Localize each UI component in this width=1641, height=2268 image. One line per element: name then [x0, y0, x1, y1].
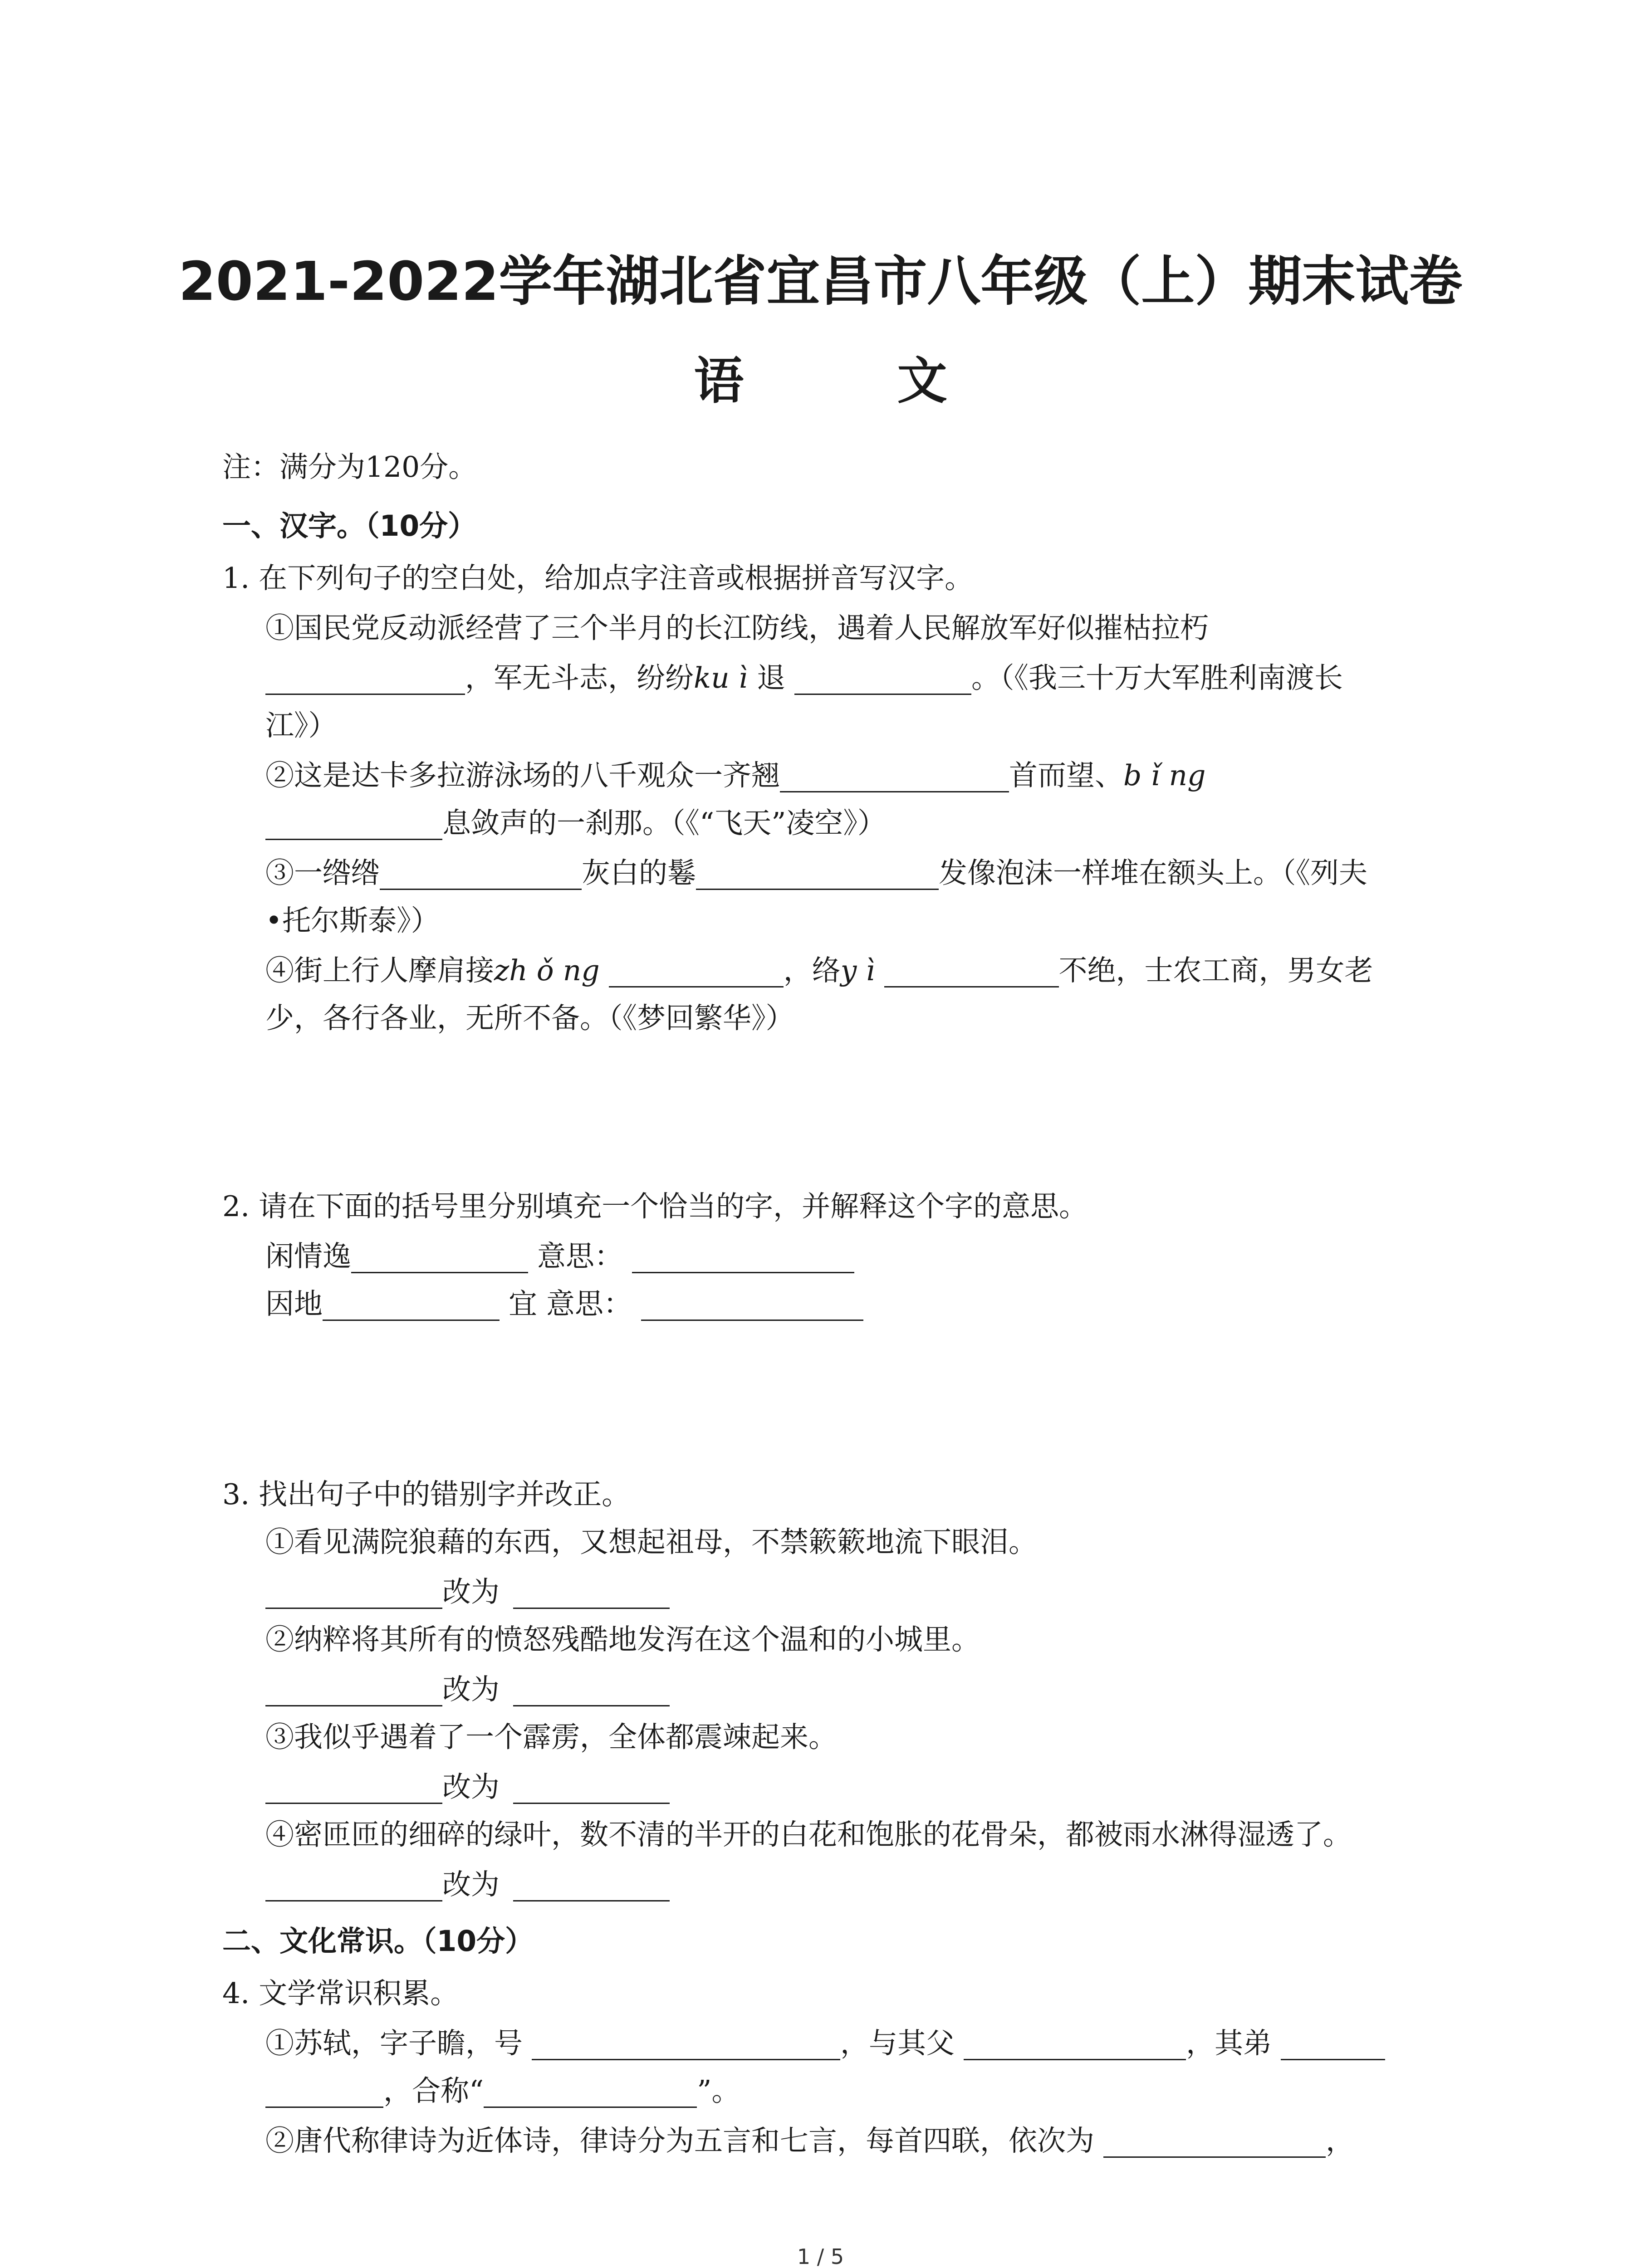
question-3-stem: 3. 找出句子中的错别字并改正。	[222, 1478, 631, 1511]
answer-blank[interactable]	[641, 1290, 863, 1321]
question-3-item-2: ②纳粹将其所有的愤怒残酷地发泻在这个温和的小城里。	[265, 1623, 980, 1656]
question-3-item-3: ③我似乎遇着了一个霹雳，全体都震竦起来。	[265, 1721, 837, 1754]
page-number: 1 / 5	[797, 2244, 844, 2268]
pinyin: zh ǒ ng	[494, 954, 600, 987]
question-1-item-2-line-2: 息敛声的一刹那。（《“飞天”凌空》）	[265, 803, 886, 844]
answer-blank[interactable]	[265, 1870, 442, 1901]
answer-blank[interactable]	[632, 1242, 854, 1273]
answer-blank[interactable]	[323, 1290, 500, 1321]
answer-blank[interactable]	[265, 809, 442, 840]
question-4-stem: 4. 文学常识积累。	[222, 1977, 459, 2010]
answer-blank[interactable]	[964, 2029, 1186, 2060]
question-3-item-1-answer: 改为	[265, 1572, 670, 1613]
answer-blank[interactable]	[265, 2077, 383, 2108]
question-1-item-4-line-2: 少，各行各业，无所不备。（《梦回繁华》）	[265, 1002, 794, 1035]
question-3-item-3-answer: 改为	[265, 1767, 670, 1808]
answer-blank[interactable]	[484, 2077, 697, 2108]
answer-blank[interactable]	[780, 761, 1009, 792]
question-3-item-2-answer: 改为	[265, 1669, 670, 1710]
page-subject: 语 文	[694, 352, 1015, 410]
section-heading-2: 二、文化常识。（10分）	[222, 1925, 534, 1958]
question-2-item-2: 因地 宜 意思：	[265, 1284, 863, 1325]
question-4-item-1-line-1: ①苏轼，字子瞻，号 ，与其父 ，其弟	[265, 2023, 1385, 2064]
answer-blank[interactable]	[380, 859, 582, 890]
question-1-item-2-line-1: ②这是达卡多拉游泳场的八千观众一齐翘 首而望、b ǐ ng	[265, 759, 1206, 792]
answer-blank[interactable]	[265, 1773, 442, 1804]
answer-blank[interactable]	[351, 1242, 528, 1273]
answer-blank[interactable]	[794, 664, 971, 695]
question-1-item-1-line-1: ①国民党反动派经营了三个半月的长江防线，遇着人民解放军好似摧枯拉朽	[265, 611, 1209, 645]
question-1-item-4-line-1: ④街上行人摩肩接zh ǒ ng ，络y ì 不绝，士农工商，男女老	[265, 954, 1373, 987]
answer-blank[interactable]	[513, 1675, 670, 1706]
answer-blank[interactable]	[696, 859, 939, 890]
answer-blank[interactable]	[265, 1578, 442, 1609]
answer-blank[interactable]	[513, 1773, 670, 1804]
question-1-item-3-line-2: •托尔斯泰》）	[265, 904, 440, 937]
question-1-item-3-line-1: ③一绺绺 灰白的鬈 发像泡沫一样堆在额头上。（《列夫	[265, 856, 1367, 890]
answer-blank[interactable]	[265, 664, 465, 695]
answer-blank[interactable]	[265, 1675, 442, 1706]
section-heading-1: 一、汉字。（10分）	[222, 509, 477, 543]
question-3-item-4: ④密匝匝的细碎的绿叶，数不清的半开的白花和饱胀的花骨朵，都被雨水淋得湿透了。	[265, 1818, 1352, 1851]
question-3-item-4-answer: 改为	[265, 1864, 670, 1905]
question-2-item-1: 闲情逸 意思：	[265, 1236, 854, 1277]
answer-blank[interactable]	[513, 1870, 670, 1901]
pinyin: b ǐ ng	[1123, 759, 1206, 792]
page-title: 2021-2022学年湖北省宜昌市八年级（上）期末试卷	[178, 250, 1463, 313]
pinyin: y ì	[840, 954, 875, 987]
question-3-item-1: ①看见满院狼藉的东西，又想起祖母，不禁簌簌地流下眼泪。	[265, 1525, 1037, 1559]
question-4-item-2-line-1: ②唐代称律诗为近体诗，律诗分为五言和七言，每首四联，依次为 ，	[265, 2124, 1355, 2157]
pinyin: ku ì	[694, 661, 748, 694]
answer-blank[interactable]	[532, 2029, 840, 2060]
question-2-stem: 2. 请在下面的括号里分别填充一个恰当的字，并解释这个字的意思。	[222, 1190, 1088, 1223]
question-1-item-1-line-3: 江》）	[265, 709, 337, 742]
answer-blank[interactable]	[1103, 2126, 1326, 2158]
score-note: 注：满分为120分。	[222, 450, 477, 484]
question-4-item-1-line-2: ，合称“ ”。	[265, 2071, 740, 2112]
question-1-stem: 1. 在下列句子的空白处，给加点字注音或根据拼音写汉字。	[222, 562, 974, 595]
answer-blank[interactable]	[884, 956, 1059, 987]
question-1-item-1-line-2: ，军无斗志，纷纷ku ì 退 。（《我三十万大军胜利南渡长	[265, 658, 1343, 699]
answer-blank[interactable]	[1281, 2029, 1385, 2060]
answer-blank[interactable]	[609, 956, 784, 987]
answer-blank[interactable]	[513, 1578, 670, 1609]
